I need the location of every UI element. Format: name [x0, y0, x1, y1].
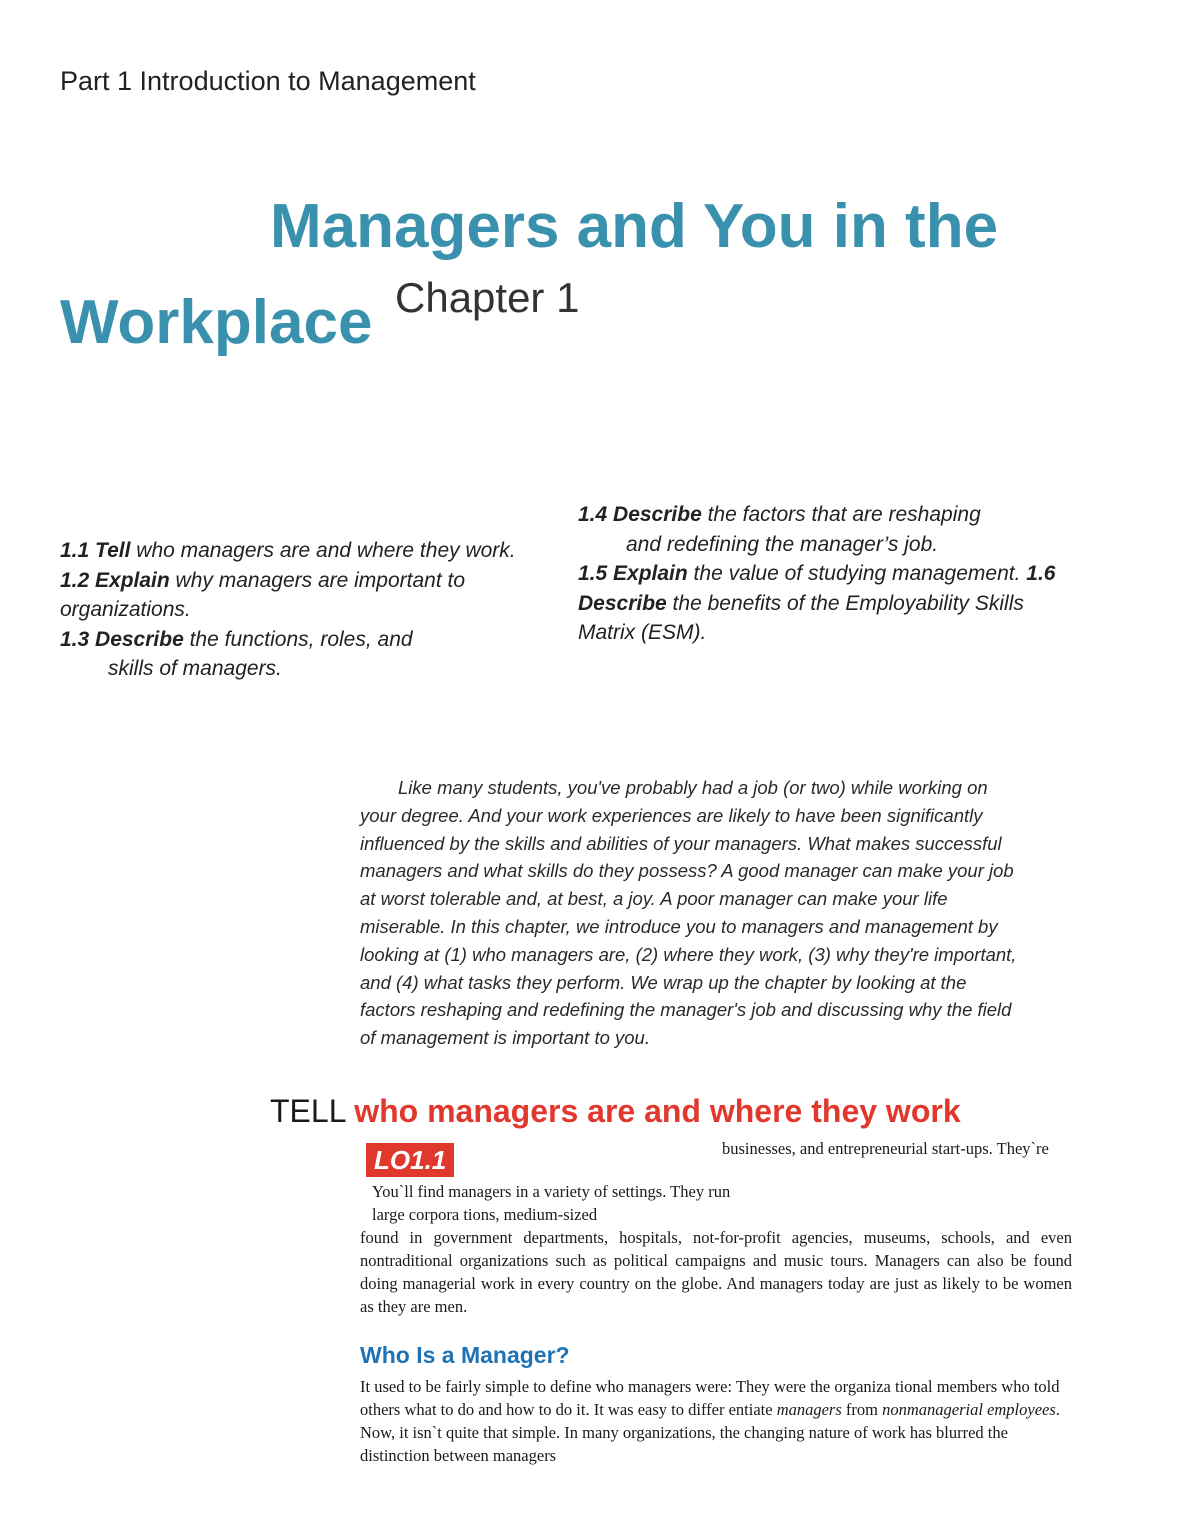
subsection-text-c: . Now, it isn`t quite that simple. In many organizations, the changing nature of work has blurred the distinction between managers [360, 1400, 1060, 1465]
section-text-right-column: businesses, and entrepreneurial start-ups. They`re [722, 1139, 1049, 1158]
intro-line: miserable. In this chapter, we introduce you to managers and management by [360, 915, 998, 937]
objective-2-label: 1.2 Explain [60, 568, 170, 592]
chapter-title-line2: Workplace [60, 288, 373, 357]
objective-3-text-b: skills of managers. [108, 657, 282, 680]
intro-line: looking at (1) who managers are, (2) where they work, (3) why they're important, [360, 943, 1017, 965]
intro-line: of management is important to you. [360, 1027, 650, 1049]
objective-3-text-a: the functions, roles, and [183, 627, 413, 651]
chapter-number: Chapter 1 [395, 274, 580, 321]
term-managers: managers [776, 1400, 842, 1419]
objective-3-label: 1.3 Describe [60, 627, 184, 651]
subsection-text-a: It used to be fairly simple to define who managers were: They were the organiza tional members who told others what to do and how to do it. It was easy to differ entiate [360, 1377, 1060, 1419]
objective-5-text: the value of studying management. [687, 562, 1027, 585]
subsection-heading: Who Is a Manager? [360, 1342, 570, 1368]
section-paragraph: found in government departments, hospitals, not-for-profit agencies, museums, schools, and even nontraditional organizations such as political campaigns and music tours. Managers can also be found doing managerial work in every country on the globe. And managers today are just as likely to be women as they are men. [360, 1228, 1072, 1316]
objective-2-text: why managers are important to organizations. [60, 568, 466, 621]
section-heading-tell: TELL [270, 1093, 346, 1129]
intro-line: Like many students, you've probably had a job (or two) while working on [398, 777, 988, 798]
intro-line: influenced by the skills and abilities of your managers. What makes successful [360, 832, 1002, 854]
subsection-paragraph [360, 1375, 1072, 1467]
intro-line: at worst tolerable and, at best, a joy. A poor manager can make your life [360, 888, 948, 910]
intro-line: and (4) what tasks they perform. We wrap up the chapter by looking at the [360, 971, 967, 993]
running-header: Part 1 Introduction to Management [60, 66, 476, 96]
learning-objective-badge: LO1.1 [366, 1143, 454, 1177]
objectives-right [578, 500, 1078, 648]
objective-1-label: 1.1 Tell [60, 539, 131, 562]
section-text-left-column: You`ll find managers in a variety of settings. They run large corpora tions, medium-sized [372, 1182, 731, 1224]
intro-line: managers and what skills do they possess? A good manager can make your job [360, 860, 1014, 882]
term-nonmanagerial-employees: nonmanagerial employees [882, 1400, 1056, 1419]
section-heading-text: who managers are and where they work [354, 1093, 961, 1129]
intro-line: factors reshaping and redefining the manager's job and discussing why the field [360, 999, 1012, 1021]
objective-4-label: 1.4 Describe [578, 503, 702, 526]
chapter-intro [360, 774, 1075, 1052]
objective-6-text: the benefits of the Employability Skills Matrix (ESM). [578, 591, 1024, 644]
objective-6-label: 1.6 Describe [578, 562, 1056, 615]
subsection-text-b: from [841, 1400, 883, 1419]
objective-5-label: 1.5 Explain [578, 562, 688, 585]
objective-4-text-a: the factors that are reshaping [701, 503, 981, 526]
intro-line: your degree. And your work experiences are likely to have been significantly [360, 804, 983, 826]
section-heading [270, 1093, 961, 1130]
chapter-title-line1: Managers and You in the [270, 192, 999, 261]
objectives-left [60, 536, 520, 684]
objective-4-text-b: and redefining the manager’s job. [626, 532, 939, 556]
objective-1-text: who managers are and where they work. [130, 539, 516, 562]
